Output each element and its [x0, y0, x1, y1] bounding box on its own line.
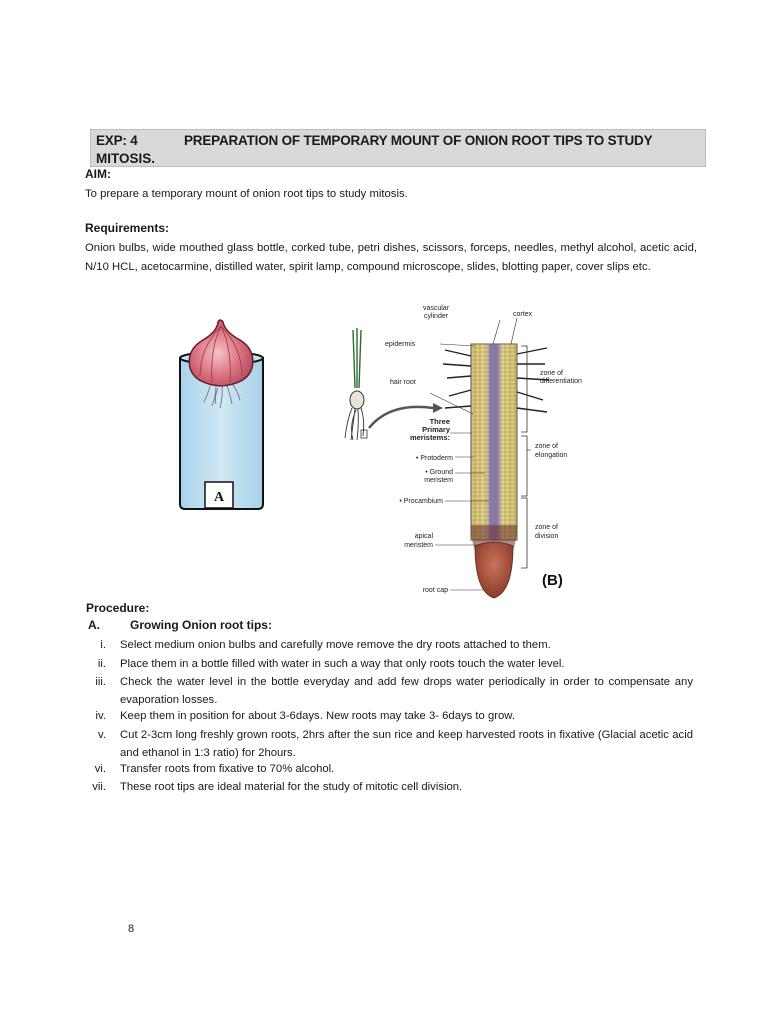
figure-b-root-tip-diagram [335, 300, 615, 600]
requirements-text: Onion bulbs, wide mouthed glass bottle, corked tube, petri dishes, scissors, forceps, needles, methyl alcohol, acetic acid, N/10 HCL, acetocarmine, distilled water, spirit lamp, compound microscope, slides, blotting paper, cover slips etc. [85, 242, 697, 273]
label-vascular: vascular [422, 305, 450, 312]
label-zone-div: zone of [535, 524, 558, 531]
label-zone-diff: zone of [540, 370, 563, 377]
label-elongation: elongation [535, 452, 568, 459]
label-cylinder: cylinder [423, 313, 449, 320]
procedure-sub-letter: A. [88, 618, 100, 632]
aim-heading: AIM: [85, 167, 111, 181]
list-item: iv. Keep them in position for about 3-6days. New roots may take 3- 6days to grow. [95, 710, 515, 722]
list-item: vi. Transfer roots from fixative to 70% alcohol. [94, 763, 335, 775]
figure-a-label: A [213, 490, 225, 505]
label-ground-meristem: meristem [424, 477, 453, 484]
list-item: vii. These root tips are ideal material for the study of mitotic cell division. [92, 781, 463, 793]
aim-text: To prepare a temporary mount of onion root tips to study mitosis. [85, 188, 408, 200]
experiment-number: EXP: 4 [96, 133, 138, 148]
list-item: v. Cut 2-3cm long freshly grown roots, 2hrs after the sun rice and keep harvested roots in fixative (Glacial acetic acid and ethanol in 1:3 ratio) for 2hours. [98, 729, 693, 759]
label-division: division [535, 533, 559, 540]
list-item: iii. Check the water level in the bottle everyday and add few drops water periodically in order to compensate any evaporation losses. [95, 676, 693, 706]
label-primary: Primary [422, 425, 450, 434]
label-protoderm: • Protoderm [415, 455, 453, 462]
list-item: ii. Place them in a bottle filled with water in such a way that only roots touch the water level. [97, 658, 565, 670]
experiment-title-line-2: MITOSIS. [96, 151, 156, 166]
label-meristems: meristems: [409, 433, 450, 442]
figure-b-label: (B) [542, 572, 563, 589]
label-apical-meristem: meristem [404, 542, 433, 549]
figure-a-onion-bottle [170, 318, 270, 514]
experiment-title-line-1: PREPARATION OF TEMPORARY MOUNT OF ONION ROOT TIPS TO STUDY [184, 133, 653, 148]
procedure-sub-heading: Growing Onion root tips: [130, 618, 272, 632]
label-hair-root: hair root [390, 379, 416, 386]
list-item: i. Select medium onion bulbs and carefully move remove the dry roots attached to them. [100, 639, 551, 651]
label-procambium: • Procambium [399, 498, 443, 505]
label-differentiation: differentiation [540, 378, 582, 385]
onion-bulb-icon [189, 320, 253, 386]
label-ground: • Ground [425, 469, 453, 476]
label-apical: apical [414, 533, 433, 540]
label-epidermis: epidermis [385, 341, 416, 348]
label-three: Three [429, 417, 450, 426]
label-root-cap: root cap [422, 587, 448, 594]
page-number: 8 [128, 923, 135, 935]
procedure-heading: Procedure: [86, 601, 150, 615]
experiment-title [96, 133, 652, 148]
root-cap-icon [475, 542, 513, 598]
label-zone-elong: zone of [535, 443, 558, 450]
requirements-heading: Requirements: [85, 221, 170, 235]
small-onion-icon [345, 328, 367, 440]
label-cortex: cortex [513, 311, 533, 318]
